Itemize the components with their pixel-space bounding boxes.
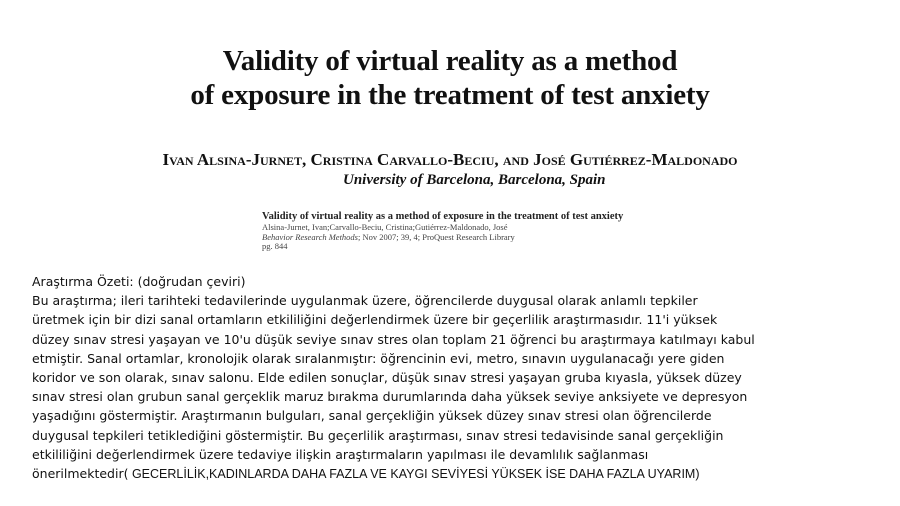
summary-line: etkililiğini değerlendirmek üzere tedaviye ilişkin araştırmaların yapılması ile devamlılık sağlanması — [32, 446, 649, 462]
summary-line: etmiştir. Sanal ortamlar, kronolojik olarak sıralanmıştır: öğrencinin evi, metro, sınavın uygulanacağı yere giden — [32, 350, 725, 366]
summary-line: duygusal tepkileri tetiklediğini göstermiştir. Bu geçerlilik araştırması, sınav stresi tedavisinde sanal gerçekliğin — [32, 427, 724, 443]
summary-line: yaşadığını göstermiştir. Araştırmanın bulguları, sanal gerçekliğin yüksek düzey sınav stresi olan öğrencilerde — [32, 408, 712, 424]
summary-line: koridor ve son olarak, sınav salonu. Elde edilen sonuçlar, düşük sınav stresi yaşayan gruba kıyasla, yüksek düzey — [32, 370, 742, 386]
citation-page: pg. 844 — [262, 241, 288, 252]
summary-line: üretmek için bir dizi sanal ortamların etkililiğini değerlendirmek üzere bir geçerlilik araştırmasıdır. 11'i yüksek — [32, 312, 718, 328]
summary-line: Bu araştırma; ileri tarihteki tedavilerinde uygulanmak üzere, öğrencilerde duygusal olarak anlamlı tepkiler — [32, 293, 698, 309]
citation-authors: Alsina-Jurnet, Ivan;Carvallo-Beciu, Cristina;Gutiérrez-Maldonado, José — [262, 222, 508, 232]
summary-last-line-prefix: önerilmektedir( — [32, 466, 129, 482]
citation-details: ; Nov 2007; 39, 4; ProQuest Research Library — [358, 231, 515, 242]
summary-heading: Araştırma Özeti: (doğrudan çeviri) — [32, 274, 246, 289]
citation-source — [262, 233, 623, 243]
citation-block — [262, 211, 623, 252]
summary-last-line — [32, 464, 882, 484]
summary-conclusion: GECERLİLİK,KADINLARDA DAHA FAZLA VE KAYGI SEVİYESİ YÜKSEK İSE DAHA FAZLA UYARIM) — [128, 467, 700, 482]
summary-line: sınav stresi olan grubun sanal gerçeklik maruz bırakma durumlarında daha yüksek seviye anksiyete ve depresyon — [32, 389, 748, 405]
paper-authors: Ivan Alsina-Jurnet, Cristina Carvallo-Beciu, and José Gutiérrez-Maldonado — [162, 150, 738, 169]
paper-title-line-1: Validity of virtual reality as a method — [222, 45, 678, 77]
paper-title — [0, 44, 900, 112]
summary-text — [32, 272, 882, 484]
paper-title-line-2: of exposure in the treatment of test anxiety — [190, 79, 710, 111]
citation-journal: Behavior Research Methods — [262, 231, 358, 242]
citation-title: Validity of virtual reality as a method of exposure in the treatment of test anxiety — [262, 211, 624, 222]
paper-affiliation: University of Barcelona, Barcelona, Spain — [343, 172, 606, 188]
summary-line: düzey sınav stresi yaşayan ve 10'u düşük seviye sınav stres olan toplam 21 öğrenci bu araştırmaya katılmayı kabul — [32, 331, 755, 347]
